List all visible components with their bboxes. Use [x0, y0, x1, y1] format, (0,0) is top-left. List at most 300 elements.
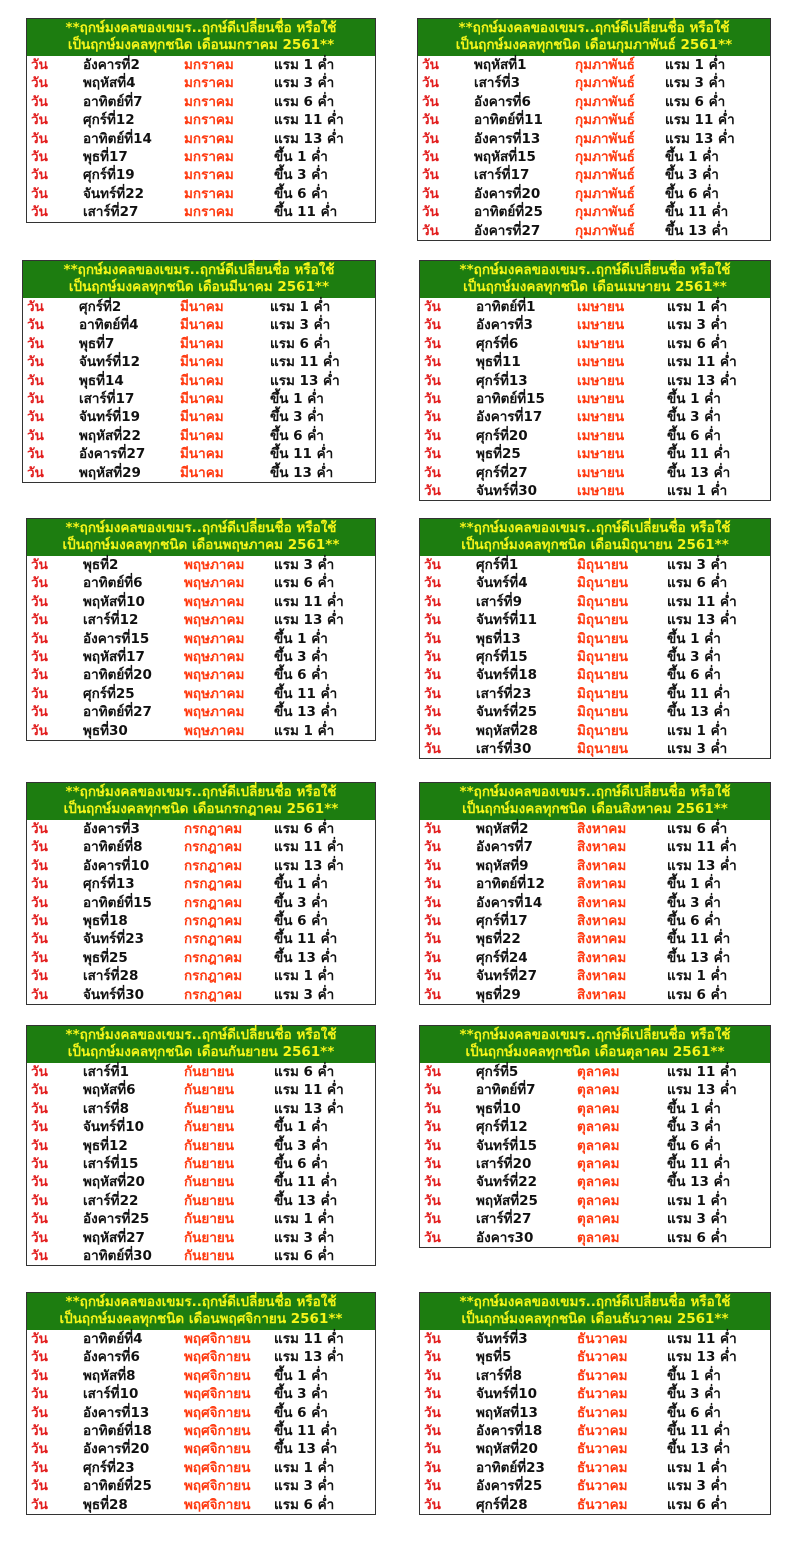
list-item: [418, 130, 770, 148]
day-label: วัน: [31, 204, 48, 221]
month-name: กรกฎาคม: [184, 894, 243, 911]
month-name: ธันวาคม: [577, 1459, 628, 1476]
day-label: วัน: [31, 667, 48, 684]
day-name: พุธที่22: [476, 931, 521, 948]
list-item: [23, 390, 375, 408]
card-header: [23, 261, 375, 298]
month-name: กรกฎาคม: [184, 876, 243, 893]
month-name: มิถุนายน: [577, 612, 629, 629]
auspicious-day-card: [26, 1025, 376, 1266]
day-label: วัน: [27, 464, 44, 481]
month-name: มีนาคม: [180, 446, 224, 463]
card-header: [420, 783, 770, 820]
day-label: วัน: [31, 57, 48, 73]
month-name: มกราคม: [184, 148, 234, 165]
month-name: สิงหาคม: [577, 857, 627, 874]
lunar-phase: แรม 6 ค่ำ: [667, 1496, 728, 1513]
list-item: [418, 93, 770, 111]
list-item: [27, 1247, 375, 1265]
month-name: พฤษภาคม: [184, 648, 245, 665]
lunar-phase: ขึ้น 1 ค่ำ: [665, 148, 719, 165]
lunar-phase: ขึ้น 1 ค่ำ: [667, 630, 721, 647]
day-name: พุธที่12: [83, 1137, 128, 1154]
day-name: เสาร์ที่1: [83, 1064, 129, 1080]
day-name: ศุกร์ที่19: [83, 167, 135, 184]
day-label: วัน: [31, 1064, 48, 1080]
lunar-phase: แรม 6 ค่ำ: [667, 1229, 728, 1246]
month-name: มีนาคม: [180, 390, 224, 407]
list-item: [27, 1081, 375, 1099]
day-name: จันทร์ที่15: [476, 1137, 537, 1154]
lunar-phase: ขึ้น 6 ค่ำ: [667, 912, 721, 929]
card-header: [420, 261, 770, 298]
month-name: ธันวาคม: [577, 1367, 628, 1384]
day-label: วัน: [424, 1155, 441, 1172]
lunar-phase: แรม 11 ค่ำ: [667, 354, 737, 371]
day-label: วัน: [424, 949, 441, 966]
list-item: [27, 1459, 375, 1477]
day-label: วัน: [424, 409, 441, 426]
day-label: วัน: [424, 931, 441, 948]
day-label: วัน: [424, 1229, 441, 1246]
day-name: พฤหัสที่13: [476, 1404, 538, 1421]
day-name: จันทร์ที่3: [476, 1331, 528, 1347]
card-header: [27, 783, 375, 820]
day-name: ศุกร์ที่27: [476, 464, 528, 481]
lunar-phase: แรม 13 ค่ำ: [665, 130, 735, 147]
list-item: [27, 574, 375, 592]
auspicious-day-card: [26, 1292, 376, 1515]
day-label: วัน: [424, 1422, 441, 1439]
day-name: พฤหัสที่27: [83, 1229, 145, 1246]
list-item: [27, 949, 375, 967]
month-name: สิงหาคม: [577, 986, 627, 1003]
list-item: [27, 1496, 375, 1514]
month-name: กุมภาพันธ์: [575, 185, 635, 202]
month-name: ตุลาคม: [577, 1192, 620, 1209]
list-item: [27, 967, 375, 985]
auspicious-day-card: [22, 260, 376, 483]
day-name: อาทิตย์ที่6: [83, 575, 143, 592]
list-item: [420, 722, 770, 740]
month-name: ธันวาคม: [577, 1478, 628, 1495]
list-item: [420, 390, 770, 408]
day-name: จันทร์ที่25: [476, 704, 537, 721]
month-name: สิงหาคม: [577, 876, 627, 893]
day-name: จันทร์ที่23: [83, 931, 144, 948]
day-label: วัน: [424, 1496, 441, 1513]
day-label: วัน: [31, 1367, 48, 1384]
day-label: วัน: [424, 482, 441, 499]
day-label: วัน: [424, 612, 441, 629]
list-item: [420, 1118, 770, 1136]
list-item: [27, 1385, 375, 1403]
month-name: ธันวาคม: [577, 1386, 628, 1403]
list-item: [420, 1477, 770, 1495]
lunar-phase: แรม 3 ค่ำ: [667, 557, 728, 573]
month-name: ธันวาคม: [577, 1496, 628, 1513]
day-name: พฤหัสที่1: [474, 57, 527, 73]
day-label: วัน: [31, 894, 48, 911]
day-name: เสาร์ที่17: [79, 390, 135, 407]
list-item: [23, 445, 375, 463]
day-name: ศุกร์ที่20: [476, 427, 528, 444]
list-item: [27, 56, 375, 74]
month-name: กุมภาพันธ์: [575, 130, 635, 147]
auspicious-day-card: [26, 518, 376, 741]
list-item: [420, 1155, 770, 1173]
month-name: ตุลาคม: [577, 1100, 620, 1117]
month-name: พฤศจิกายน: [184, 1459, 251, 1476]
day-name: จันทร์ที่27: [476, 968, 537, 985]
day-label: วัน: [424, 1119, 441, 1136]
month-name: มิถุนายน: [577, 630, 629, 647]
list-item: [418, 111, 770, 129]
lunar-phase: แรม 13 ค่ำ: [274, 1100, 344, 1117]
lunar-phase: ขึ้น 3 ค่ำ: [274, 648, 328, 665]
month-name: สิงหาคม: [577, 821, 627, 837]
auspicious-day-card: [419, 260, 771, 501]
day-label: วัน: [27, 317, 44, 334]
day-name: อังคารที่13: [83, 1404, 150, 1421]
day-label: วัน: [422, 185, 439, 202]
lunar-phase: แรม 3 ค่ำ: [274, 1478, 335, 1495]
day-name: พฤหัสที่15: [474, 148, 536, 165]
day-name: อาทิตย์ที่4: [79, 317, 139, 334]
day-name: อังคารที่14: [476, 894, 543, 911]
card-title-line-2: เป็นฤกษ์มงคลทุกชนิด เดือนพฤศจิกายน 2561**: [59, 1311, 343, 1327]
month-name: พฤษภาคม: [184, 722, 245, 739]
day-label: วัน: [424, 912, 441, 929]
day-name: เสาร์ที่10: [83, 1386, 139, 1403]
day-label: วัน: [424, 335, 441, 352]
lunar-phase: ขึ้น 3 ค่ำ: [274, 167, 328, 184]
list-item: [27, 130, 375, 148]
month-name: กันยายน: [184, 1155, 235, 1172]
month-name: มกราคม: [184, 57, 234, 73]
day-name: พุธที่28: [83, 1496, 128, 1513]
month-name: กุมภาพันธ์: [575, 112, 635, 129]
month-name: เมษายน: [577, 372, 625, 389]
day-name: อังคารที่20: [474, 185, 541, 202]
card-title-line-1: **ฤกษ์มงคลของเขมร..ฤกษ์ดีเปลี่ยนชื่อ หรือใช้: [459, 1027, 731, 1043]
day-label: วัน: [422, 222, 439, 239]
month-name: ตุลาคม: [577, 1137, 620, 1154]
day-name: พุธที่30: [83, 722, 128, 739]
day-name: อังคารที่18: [476, 1422, 543, 1439]
list-item: [420, 630, 770, 648]
card-header: [27, 519, 375, 556]
card-title-line-1: **ฤกษ์มงคลของเขมร..ฤกษ์ดีเปลี่ยนชื่อ หรือใช้: [459, 262, 731, 278]
month-name: เมษายน: [577, 390, 625, 407]
list-item: [23, 298, 375, 316]
list-item: [23, 316, 375, 334]
day-name: เสาร์ที่22: [83, 1192, 139, 1209]
day-label: วัน: [31, 1174, 48, 1191]
day-name: อังคารที่27: [474, 222, 541, 239]
day-label: วัน: [424, 1174, 441, 1191]
list-item: [420, 894, 770, 912]
list-item: [420, 611, 770, 629]
card-title-line-1: **ฤกษ์มงคลของเขมร..ฤกษ์ดีเปลี่ยนชื่อ หรือใช้: [458, 20, 730, 36]
list-item: [420, 1440, 770, 1458]
day-label: วัน: [424, 685, 441, 702]
card-title-line-1: **ฤกษ์มงคลของเขมร..ฤกษ์ดีเปลี่ยนชื่อ หรือใช้: [65, 1294, 337, 1310]
month-name: มิถุนายน: [577, 685, 629, 702]
auspicious-day-card: [26, 782, 376, 1005]
list-item: [420, 703, 770, 721]
month-name: ตุลาคม: [577, 1064, 620, 1080]
list-item: [420, 912, 770, 930]
list-item: [420, 593, 770, 611]
card-title-line-2: เป็นฤกษ์มงคลทุกชนิด เดือนมกราคม 2561**: [67, 37, 335, 53]
day-name: ศุกร์ที่12: [476, 1119, 528, 1136]
month-name: พฤษภาคม: [184, 685, 245, 702]
month-name: มีนาคม: [180, 317, 224, 334]
day-name: จันทร์ที่10: [83, 1119, 144, 1136]
list-item: [420, 482, 770, 500]
day-label: วัน: [31, 185, 48, 202]
list-item: [27, 722, 375, 740]
day-name: จันทร์ที่11: [476, 612, 537, 629]
month-name: พฤษภาคม: [184, 612, 245, 629]
list-item: [27, 1063, 375, 1081]
day-label: วัน: [424, 299, 441, 315]
day-name: พฤหัสที่29: [79, 464, 141, 481]
month-name: เมษายน: [577, 427, 625, 444]
day-label: วัน: [31, 1247, 48, 1264]
lunar-phase: ขึ้น 11 ค่ำ: [667, 685, 731, 702]
day-name: ศุกร์ที่15: [476, 648, 528, 665]
day-name: อาทิตย์ที่15: [476, 390, 545, 407]
month-name: มิถุนายน: [577, 648, 629, 665]
lunar-phase: แรม 1 ค่ำ: [667, 482, 728, 499]
day-label: วัน: [31, 1192, 48, 1209]
lunar-phase: แรม 1 ค่ำ: [274, 968, 335, 985]
day-label: วัน: [424, 1459, 441, 1476]
month-name: เมษายน: [577, 299, 625, 315]
list-item: [27, 203, 375, 221]
day-name: ศุกร์ที่25: [83, 685, 135, 702]
list-item: [420, 316, 770, 334]
lunar-phase: แรม 1 ค่ำ: [270, 299, 331, 315]
day-name: เสาร์ที่20: [476, 1155, 532, 1172]
month-name: กรกฎาคม: [184, 931, 243, 948]
list-item: [420, 967, 770, 985]
month-name: มกราคม: [184, 167, 234, 184]
card-header: [27, 1293, 375, 1330]
day-label: วัน: [31, 949, 48, 966]
list-item: [27, 1100, 375, 1118]
month-name: ธันวาคม: [577, 1404, 628, 1421]
list-item: [420, 1330, 770, 1348]
day-label: วัน: [31, 876, 48, 893]
day-name: พฤหัสที่20: [476, 1441, 538, 1458]
list-item: [27, 630, 375, 648]
list-item: [27, 185, 375, 203]
list-item: [27, 166, 375, 184]
day-label: วัน: [31, 575, 48, 592]
month-name: กรกฎาคม: [184, 821, 243, 837]
month-name: กุมภาพันธ์: [575, 75, 635, 92]
day-name: อังคาร30: [476, 1229, 534, 1246]
day-label: วัน: [31, 1100, 48, 1117]
list-item: [420, 838, 770, 856]
list-item: [27, 838, 375, 856]
month-name: มกราคม: [184, 130, 234, 147]
card-header: [420, 1293, 770, 1330]
lunar-phase: ขึ้น 1 ค่ำ: [667, 390, 721, 407]
list-item: [27, 1229, 375, 1247]
lunar-phase: แรม 6 ค่ำ: [274, 1064, 335, 1080]
day-name: เสาร์ที่27: [83, 204, 139, 221]
month-name: พฤษภาคม: [184, 575, 245, 592]
lunar-phase: ขึ้น 13 ค่ำ: [667, 1441, 731, 1458]
card-title-line-2: เป็นฤกษ์มงคลทุกชนิด เดือนตุลาคม 2561**: [465, 1044, 725, 1060]
day-name: อาทิตย์ที่20: [83, 667, 152, 684]
lunar-phase: ขึ้น 13 ค่ำ: [274, 704, 338, 721]
lunar-phase: ขึ้น 3 ค่ำ: [667, 648, 721, 665]
day-label: วัน: [31, 968, 48, 985]
day-label: วัน: [31, 1496, 48, 1513]
lunar-phase: แรม 11 ค่ำ: [274, 1082, 344, 1099]
card-title-line-2: เป็นฤกษ์มงคลทุกชนิด เดือนเมษายน 2561**: [463, 279, 727, 295]
auspicious-day-card: [26, 18, 376, 223]
list-item: [27, 1118, 375, 1136]
month-name: มกราคม: [184, 75, 234, 92]
lunar-phase: ขึ้น 3 ค่ำ: [274, 1137, 328, 1154]
card-header: [420, 1026, 770, 1063]
day-name: อังคารที่7: [476, 839, 533, 856]
lunar-phase: ขึ้น 11 ค่ำ: [274, 685, 338, 702]
day-label: วัน: [31, 1229, 48, 1246]
month-name: พฤศจิกายน: [184, 1478, 251, 1495]
day-label: วัน: [31, 1331, 48, 1347]
day-name: อังคารที่3: [83, 821, 140, 837]
list-item: [23, 353, 375, 371]
day-label: วัน: [424, 464, 441, 481]
month-name: ธันวาคม: [577, 1331, 628, 1347]
lunar-phase: ขึ้น 6 ค่ำ: [274, 1404, 328, 1421]
lunar-phase: แรม 13 ค่ำ: [667, 1082, 737, 1099]
card-title-line-1: **ฤกษ์มงคลของเขมร..ฤกษ์ดีเปลี่ยนชื่อ หรือใช้: [65, 20, 337, 36]
day-name: พุธที่25: [476, 446, 521, 463]
card-title-line-2: เป็นฤกษ์มงคลทุกชนิด เดือนมิถุนายน 2561**: [461, 537, 729, 553]
month-name: มิถุนายน: [577, 704, 629, 721]
month-name: พฤศจิกายน: [184, 1422, 251, 1439]
day-label: วัน: [31, 648, 48, 665]
month-name: ธันวาคม: [577, 1349, 628, 1366]
month-name: กรกฎาคม: [184, 968, 243, 985]
month-name: มกราคม: [184, 185, 234, 202]
month-name: สิงหาคม: [577, 968, 627, 985]
day-label: วัน: [424, 968, 441, 985]
day-label: วัน: [31, 1478, 48, 1495]
day-label: วัน: [424, 740, 441, 757]
day-label: วัน: [424, 630, 441, 647]
lunar-phase: ขึ้น 3 ค่ำ: [274, 894, 328, 911]
auspicious-day-card: [419, 1025, 771, 1248]
list-item: [420, 1229, 770, 1247]
day-name: เสาร์ที่28: [83, 968, 139, 985]
lunar-phase: แรม 1 ค่ำ: [274, 57, 335, 73]
day-label: วัน: [31, 1137, 48, 1154]
day-label: วัน: [31, 630, 48, 647]
lunar-phase: แรม 13 ค่ำ: [274, 1349, 344, 1366]
month-name: มีนาคม: [180, 409, 224, 426]
card-title-line-2: เป็นฤกษ์มงคลทุกชนิด เดือนกรกฎาคม 2561**: [63, 801, 339, 817]
lunar-phase: แรม 13 ค่ำ: [667, 372, 737, 389]
day-name: ศุกร์ที่17: [476, 912, 528, 929]
list-item: [418, 203, 770, 221]
day-name: จันทร์ที่19: [79, 409, 140, 426]
lunar-phase: แรม 11 ค่ำ: [667, 1064, 737, 1080]
list-item: [420, 930, 770, 948]
month-name: เมษายน: [577, 446, 625, 463]
month-name: ตุลาคม: [577, 1119, 620, 1136]
list-item: [420, 427, 770, 445]
list-item: [23, 464, 375, 482]
day-label: วัน: [31, 1119, 48, 1136]
day-name: พฤหัสที่2: [476, 821, 529, 837]
day-label: วัน: [424, 1100, 441, 1117]
list-item: [420, 408, 770, 426]
lunar-phase: ขึ้น 1 ค่ำ: [667, 876, 721, 893]
list-item: [420, 1348, 770, 1366]
lunar-phase: ขึ้น 13 ค่ำ: [667, 949, 731, 966]
lunar-phase: ขึ้น 3 ค่ำ: [270, 409, 324, 426]
day-name: อังคารที่10: [83, 857, 150, 874]
day-name: อาทิตย์ที่15: [83, 894, 152, 911]
month-name: มีนาคม: [180, 464, 224, 481]
lunar-phase: ขึ้น 13 ค่ำ: [667, 1174, 731, 1191]
lunar-phase: แรม 13 ค่ำ: [274, 130, 344, 147]
lunar-phase: แรม 1 ค่ำ: [667, 722, 728, 739]
day-label: วัน: [424, 446, 441, 463]
day-label: วัน: [422, 75, 439, 92]
lunar-phase: แรม 6 ค่ำ: [270, 335, 331, 352]
list-item: [420, 1173, 770, 1191]
card-title-line-2: เป็นฤกษ์มงคลทุกชนิด เดือนกุมภาพันธ์ 2561**: [455, 37, 733, 53]
day-name: พุธที่17: [83, 148, 128, 165]
day-label: วัน: [31, 1422, 48, 1439]
lunar-phase: ขึ้น 1 ค่ำ: [270, 390, 324, 407]
month-name: สิงหาคม: [577, 839, 627, 856]
day-name: พฤหัสที่20: [83, 1174, 145, 1191]
day-label: วัน: [31, 912, 48, 929]
month-name: กันยายน: [184, 1082, 235, 1099]
day-name: อังคารที่17: [476, 409, 543, 426]
list-item: [420, 1137, 770, 1155]
card-header: [420, 519, 770, 556]
list-item: [420, 445, 770, 463]
month-name: กรกฎาคม: [184, 949, 243, 966]
card-header: [418, 19, 770, 56]
day-label: วัน: [31, 839, 48, 856]
lunar-phase: แรม 3 ค่ำ: [665, 75, 726, 92]
card-title-line-1: **ฤกษ์มงคลของเขมร..ฤกษ์ดีเปลี่ยนชื่อ หรือใช้: [63, 262, 335, 278]
month-name: มิถุนายน: [577, 557, 629, 573]
list-item: [420, 464, 770, 482]
card-title-line-2: เป็นฤกษ์มงคลทุกชนิด เดือนสิงหาคม 2561**: [462, 801, 728, 817]
lunar-phase: แรม 3 ค่ำ: [667, 1478, 728, 1495]
list-item: [27, 1330, 375, 1348]
auspicious-day-card: [419, 518, 771, 759]
day-label: วัน: [424, 427, 441, 444]
month-name: กันยายน: [184, 1247, 235, 1264]
lunar-phase: ขึ้น 1 ค่ำ: [274, 148, 328, 165]
day-name: อาทิตย์ที่7: [83, 93, 143, 110]
